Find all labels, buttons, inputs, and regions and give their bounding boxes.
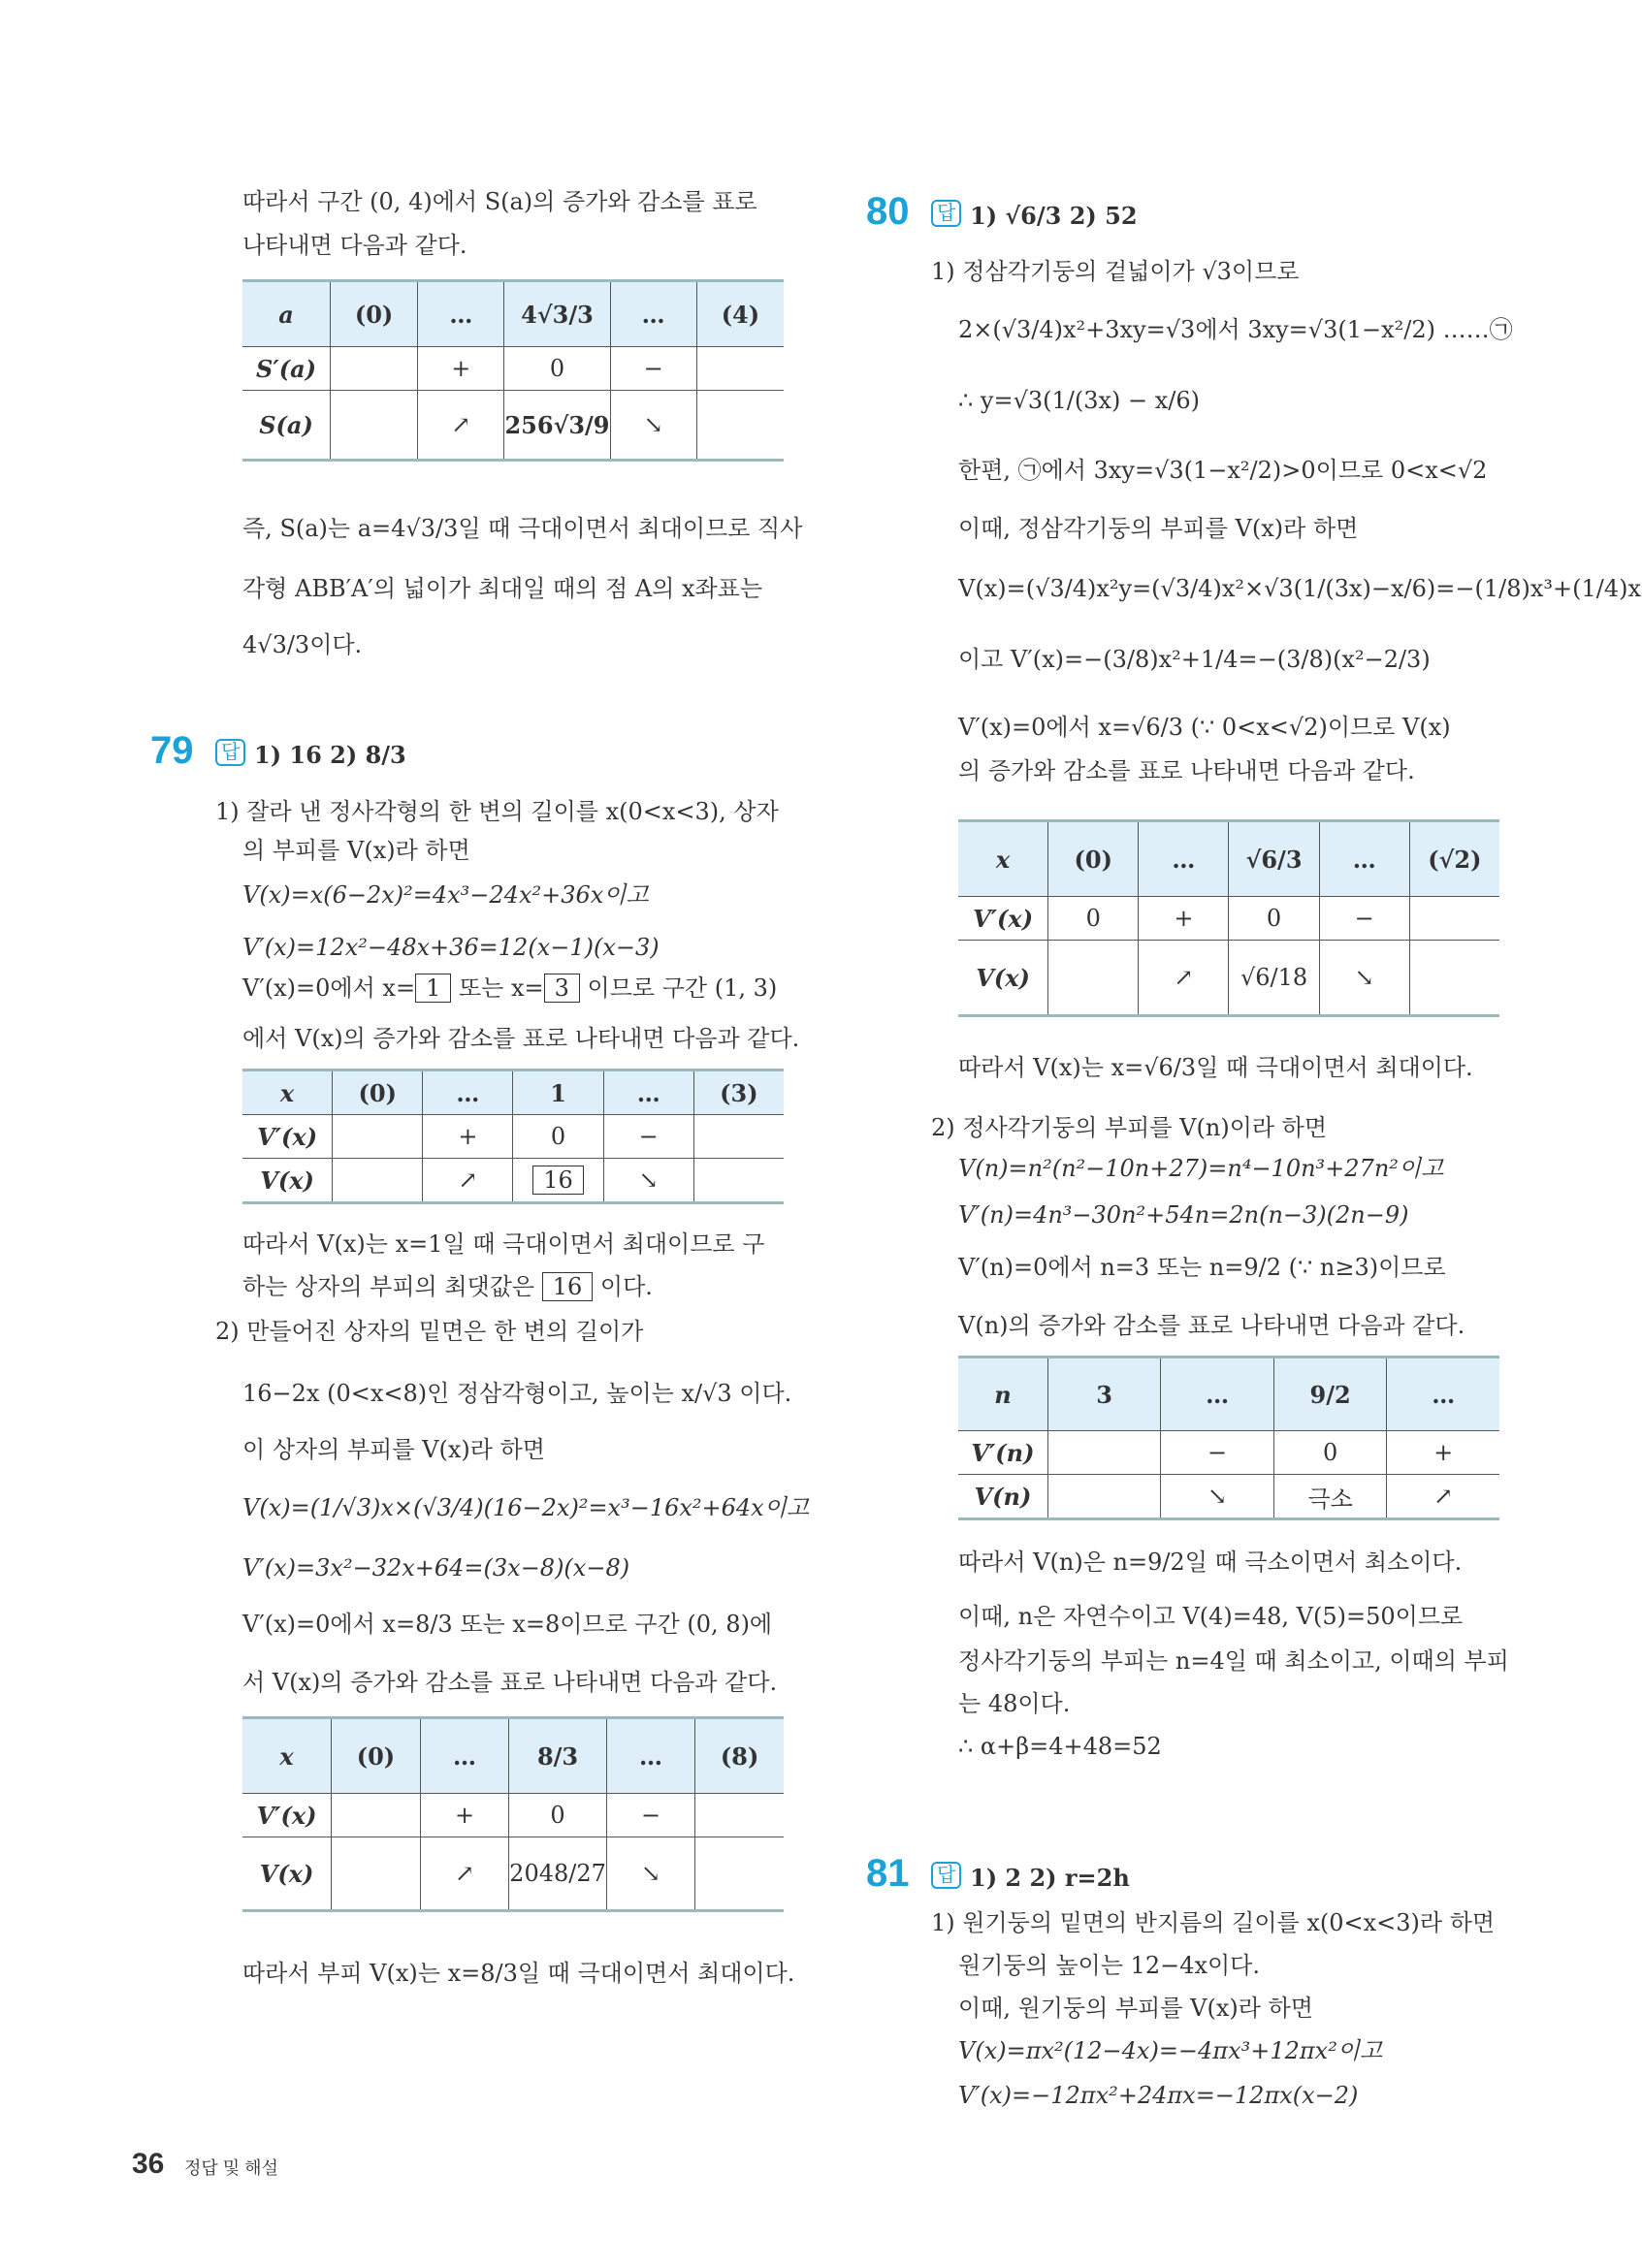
table-cell: V′(n)	[958, 1431, 1047, 1475]
table-cell: ↗	[423, 1159, 513, 1203]
answer-box: 3	[544, 974, 580, 1003]
text-line: V(n)의 증가와 감소를 표로 나타내면 다음과 같다.	[958, 1312, 1465, 1339]
table-cell: V′(x)	[242, 1115, 333, 1159]
text-line: 따라서 V(n)은 n=9/2일 때 극소이면서 최소이다.	[958, 1549, 1463, 1576]
equation-line: 2×(√3/4)x²+3xy=√3에서 3xy=√3(1−x²/2) ……㉠	[958, 316, 1513, 343]
variation-table-79-2	[242, 1716, 784, 1912]
text-line: 나타내면 다음과 같다.	[242, 232, 467, 259]
table-cell: ↗	[1387, 1475, 1499, 1519]
table-cell: −	[1161, 1431, 1274, 1475]
text-line: 원기둥의 높이는 12−4x이다.	[958, 1952, 1260, 1979]
text-span: V′(x)=0에서 x=	[242, 974, 416, 1002]
text-line: 의 부피를 V(x)라 하면	[242, 837, 470, 864]
table-cell	[1409, 941, 1499, 1016]
text-line: 는 48이다.	[958, 1690, 1071, 1717]
table-cell	[695, 1837, 784, 1911]
equation-line: V′(x)=12x²−48x+36=12(x−1)(x−3)	[242, 934, 660, 961]
table-cell: −	[603, 1115, 693, 1159]
text-line: 4√3/3이다.	[242, 631, 363, 658]
table-cell	[333, 1115, 423, 1159]
text-line: 서 V(x)의 증가와 감소를 표로 나타내면 다음과 같다.	[242, 1669, 778, 1696]
text-line: 각형 ABB′A′의 넓이가 최대일 때의 점 A의 x좌표는	[242, 575, 763, 602]
text-span: 이므로 구간 (1, 3)	[579, 974, 778, 1002]
text-line: 16−2x (0<x<8)인 정삼각형이고, 높이는 x/√3 이다.	[242, 1380, 792, 1407]
table-cell: V′(x)	[958, 897, 1048, 941]
step-line: 2) 만들어진 상자의 밑면은 한 변의 길이가	[215, 1318, 644, 1345]
problem-number: 81	[866, 1852, 910, 1895]
table-cell: V(x)	[958, 941, 1048, 1016]
footer-label: 정답 및 해설	[184, 2158, 278, 2178]
table-cell: +	[418, 347, 504, 391]
text-line: 따라서 V(x)는 x=√6/3일 때 극대이면서 최대이다.	[958, 1054, 1473, 1081]
equation-line: V′(n)=4n³−30n²+54n=2n(n−3)(2n−9)	[958, 1201, 1409, 1229]
answer-box: 1	[415, 974, 451, 1003]
table-cell	[696, 391, 784, 461]
text-line: 이때, 원기둥의 부피를 V(x)라 하면	[958, 1995, 1313, 2022]
answer-box: 16	[542, 1272, 594, 1301]
answer-badge: 답	[931, 1862, 961, 1889]
equation-line: V(x)=(√3/4)x²y=(√3/4)x²×√3(1/(3x)−x/6)=−(1/8)x³+(1/4)x	[958, 575, 1641, 602]
text-line: 즉, S(a)는 a=4√3/3일 때 극대이면서 최대이므로 직사	[242, 515, 803, 542]
table-cell: +	[420, 1794, 508, 1837]
equation-line: V(x)=πx²(12−4x)=−4πx³+12πx²이고	[958, 2037, 1383, 2064]
table-cell: x	[242, 1718, 332, 1794]
table-cell: (√2)	[1409, 821, 1499, 897]
variation-table-80-2	[958, 1356, 1499, 1520]
table-cell	[1409, 897, 1499, 941]
table-cell	[1048, 941, 1139, 1016]
table-cell: 1	[513, 1070, 603, 1115]
table-cell: …	[1161, 1358, 1274, 1431]
text-line: 이때, 정삼각기둥의 부피를 V(x)라 하면	[958, 515, 1359, 542]
table-cell: …	[610, 281, 696, 347]
table-cell: x	[242, 1070, 333, 1115]
table-cell: √6/3	[1229, 821, 1319, 897]
page-number: 36	[132, 2148, 165, 2180]
table-cell: 8/3	[509, 1718, 607, 1794]
table-cell: ↘	[610, 391, 696, 461]
table-cell: …	[418, 281, 504, 347]
table-cell: V(x)	[242, 1159, 333, 1203]
table-cell: S′(a)	[242, 347, 331, 391]
table-cell: ↗	[1139, 941, 1229, 1016]
table-cell	[333, 1159, 423, 1203]
equation-line: V(n)=n²(n²−10n+27)=n⁴−10n³+27n²이고	[958, 1155, 1444, 1182]
table-cell: 0	[1273, 1431, 1387, 1475]
step-line: 1) 잘라 낸 정사각형의 한 변의 길이를 x(0<x<3), 상자	[215, 798, 779, 825]
table-cell: (0)	[331, 281, 418, 347]
table-cell: 0	[1229, 897, 1319, 941]
text-span: 또는 x=	[451, 974, 544, 1002]
table-cell	[513, 1159, 603, 1203]
table-cell: ↘	[606, 1837, 694, 1911]
table-cell	[693, 1115, 784, 1159]
answer-badge: 답	[931, 200, 961, 227]
table-cell: (0)	[333, 1070, 423, 1115]
table-cell: +	[423, 1115, 513, 1159]
table-cell: …	[423, 1070, 513, 1115]
step-line: 1) 정삼각기둥의 겉넓이가 √3이므로	[931, 258, 1300, 285]
answer-text: 1) 2 2) r=2h	[970, 1864, 1130, 1892]
table-cell: 0	[504, 347, 610, 391]
table-cell: V(n)	[958, 1475, 1047, 1519]
table-cell: 3	[1047, 1358, 1160, 1431]
variation-table-80-1	[958, 819, 1499, 1017]
table-cell: …	[603, 1070, 693, 1115]
table-cell: +	[1387, 1431, 1499, 1475]
text-line: 이 상자의 부피를 V(x)라 하면	[242, 1436, 545, 1463]
table-cell	[332, 1837, 421, 1911]
table-cell: a	[242, 281, 331, 347]
text-line: 이때, n은 자연수이고 V(4)=48, V(5)=50이므로	[958, 1603, 1464, 1630]
text-line: V′(n)=0에서 n=3 또는 n=9/2 (∵ n≥3)이므로	[958, 1254, 1446, 1281]
table-cell	[1047, 1431, 1160, 1475]
text-line	[242, 1272, 653, 1301]
table-cell: √6/18	[1229, 941, 1319, 1016]
table-cell: ↗	[418, 391, 504, 461]
table-cell: …	[1319, 821, 1409, 897]
text-line: V′(x)=0에서 x=√6/3 (∵ 0<x<√2)이므로 V(x)	[958, 714, 1451, 741]
table-cell: 2048/27	[509, 1837, 607, 1911]
variation-table-S	[242, 279, 784, 462]
table-cell: 0	[513, 1115, 603, 1159]
table-cell: (0)	[1048, 821, 1139, 897]
text-line: 따라서 V(x)는 x=1일 때 극대이면서 최대이므로 구	[242, 1230, 765, 1258]
table-cell: 4√3/3	[504, 281, 610, 347]
table-cell: x	[958, 821, 1048, 897]
text-line	[242, 974, 777, 1003]
table-cell	[693, 1159, 784, 1203]
table-cell: −	[606, 1794, 694, 1837]
table-cell: −	[610, 347, 696, 391]
text-span: 이다.	[593, 1273, 653, 1300]
table-cell	[696, 347, 784, 391]
answer-text: 1) 16 2) 8/3	[254, 741, 406, 769]
text-line: 따라서 부피 V(x)는 x=8/3일 때 극대이면서 최대이다.	[242, 1960, 795, 1987]
table-cell: 극소	[1273, 1475, 1387, 1519]
text-span: 하는 상자의 부피의 최댓값은	[242, 1273, 542, 1300]
table-cell	[331, 391, 418, 461]
step-line: 1) 원기둥의 밑면의 반지름의 길이를 x(0<x<3)라 하면	[931, 1909, 1496, 1936]
table-cell: ↘	[1161, 1475, 1274, 1519]
answer-text: 1) √6/3 2) 52	[970, 202, 1138, 230]
text-line: ∴ α+β=4+48=52	[958, 1733, 1162, 1760]
equation-line: V′(x)=3x²−32x+64=(3x−8)(x−8)	[242, 1554, 630, 1581]
text-line: 정사각기둥의 부피는 n=4일 때 최소이고, 이때의 부피	[958, 1647, 1509, 1675]
table-cell: …	[420, 1718, 508, 1794]
table-cell	[331, 347, 418, 391]
table-cell: 0	[1048, 897, 1139, 941]
table-cell: …	[606, 1718, 694, 1794]
table-cell: (8)	[695, 1718, 784, 1794]
table-cell: (0)	[332, 1718, 421, 1794]
table-cell	[1047, 1475, 1160, 1519]
table-cell: …	[1387, 1358, 1499, 1431]
equation-line: V(x)=x(6−2x)²=4x³−24x²+36x이고	[242, 881, 649, 909]
answer-box: 16	[532, 1166, 584, 1195]
variation-table-79-1	[242, 1069, 784, 1204]
table-cell: n	[958, 1358, 1047, 1431]
text-line: 의 증가와 감소를 표로 나타내면 다음과 같다.	[958, 757, 1415, 784]
table-cell	[332, 1794, 421, 1837]
table-cell: 256√3/9	[504, 391, 610, 461]
table-cell: ↘	[603, 1159, 693, 1203]
text-line: 에서 V(x)의 증가와 감소를 표로 나타내면 다음과 같다.	[242, 1025, 800, 1052]
table-cell: (3)	[693, 1070, 784, 1115]
equation-line: V(x)=(1/√3)x×(√3/4)(16−2x)²=x³−16x²+64x이고	[242, 1494, 810, 1521]
equation-line: V′(x)=−12πx²+24πx=−12πx(x−2)	[958, 2082, 1359, 2109]
table-cell: +	[1139, 897, 1229, 941]
text-line: V′(x)=0에서 x=8/3 또는 x=8이므로 구간 (0, 8)에	[242, 1611, 773, 1638]
step-line: 2) 정사각기둥의 부피를 V(n)이라 하면	[931, 1114, 1328, 1141]
table-cell: 0	[509, 1794, 607, 1837]
answer-badge: 답	[215, 739, 245, 766]
table-cell: …	[1139, 821, 1229, 897]
table-cell: ↗	[420, 1837, 508, 1911]
equation-line: 한편, ㉠에서 3xy=√3(1−x²/2)>0이므로 0<x<√2	[958, 457, 1488, 484]
table-cell: V(x)	[242, 1837, 332, 1911]
text-line: 따라서 구간 (0, 4)에서 S(a)의 증가와 감소를 표로	[242, 188, 757, 215]
table-cell: 9/2	[1273, 1358, 1387, 1431]
problem-number: 79	[150, 729, 194, 772]
equation-line: 이고 V′(x)=−(3/8)x²+1/4=−(3/8)(x²−2/3)	[958, 646, 1431, 673]
table-cell: −	[1319, 897, 1409, 941]
equation-line: ∴ y=√3(1/(3x) − x/6)	[958, 387, 1200, 414]
table-cell: (4)	[696, 281, 784, 347]
table-cell: ↘	[1319, 941, 1409, 1016]
table-cell: S(a)	[242, 391, 331, 461]
table-cell: V′(x)	[242, 1794, 332, 1837]
problem-number: 80	[866, 190, 910, 233]
table-cell	[695, 1794, 784, 1837]
